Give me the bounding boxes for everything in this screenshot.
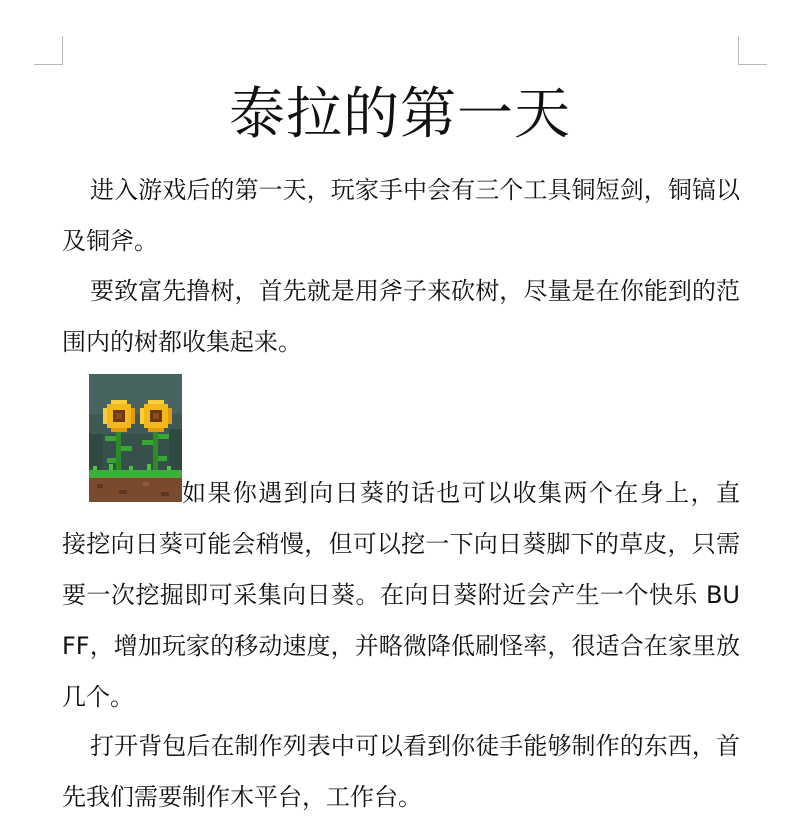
paragraph-3-first-line: 如果你遇到向日葵的话也可以收集两个在身上，直 xyxy=(182,479,740,507)
crop-mark-top-left xyxy=(34,36,63,65)
paragraph-4: 打开背包后在制作列表中可以看到你徒手能够制作的东西，首先我们需要制作木平台，工作台。 xyxy=(62,732,740,811)
paragraph-1: 进入游戏后的第一天，玩家手中会有三个工具铜短剑，铜镐以及铜斧。 xyxy=(62,176,740,255)
paragraph-2: 要致富先撸树，首先就是用斧子来砍树，尽量是在你能到的范围内的树都收集起来。 xyxy=(62,277,740,356)
paragraph-3-continuation: 接挖向日葵可能会稍慢，但可以挖一下向日葵脚下的草皮，只需要一次挖掘即可采集向日葵。在向日葵附近会产生一个快乐 BUFF，增加玩家的移动速度，并略微降低刷怪率，很适合在家里放几个。 xyxy=(62,530,740,711)
sunflower-image xyxy=(89,374,182,502)
document-title: 泰拉的第一天 xyxy=(229,82,571,147)
crop-mark-top-right xyxy=(738,36,767,65)
